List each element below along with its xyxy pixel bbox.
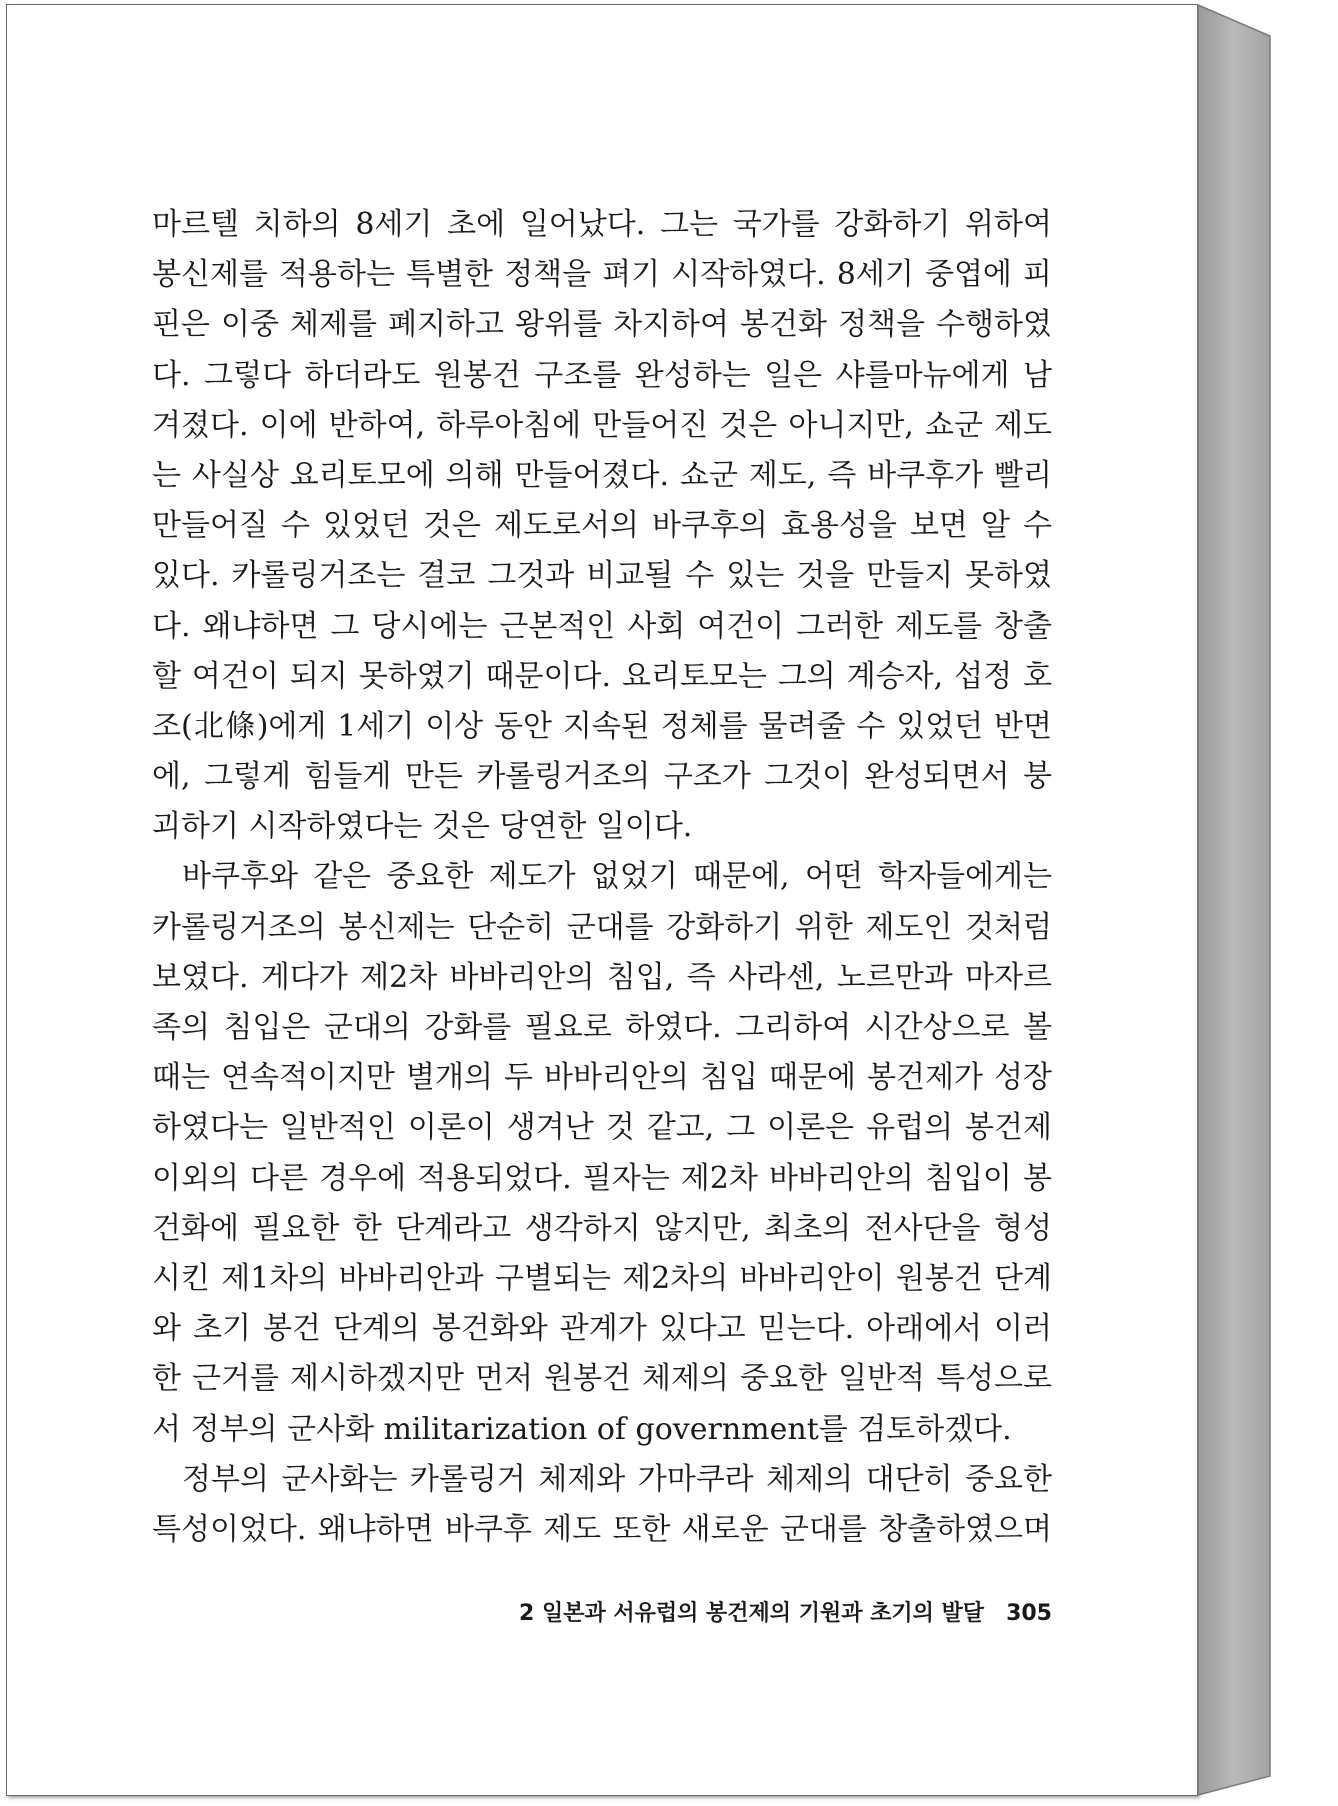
text-line: 에, 그렇게 힘들게 만든 카롤링거조의 구조가 그것이 완성되면서 붕 [152,759,1052,795]
page-footer [152,1596,1052,1627]
text-line: 다. 그렇다 하더라도 원봉건 구조를 완성하는 일은 샤를마뉴에게 남 [152,357,1052,393]
text-line: 카롤링거조의 봉신제는 단순히 군대를 강화하기 위한 제도인 것처럼 [152,909,1052,945]
text-line: 시킨 제1차의 바바리안과 구별되는 제2차의 바바리안이 원봉건 단계 [152,1260,1052,1296]
text-line: 특성이었다. 왜냐하면 바쿠후 제도 또한 새로운 군대를 창출하였으며 [152,1511,1052,1547]
text-line: 할 여건이 되지 못하였기 때문이다. 요리토모는 그의 계승자, 섭정 호 [152,658,1052,694]
book-spine-face [1198,5,1270,1795]
paragraph [152,200,1052,852]
text-line: 겨졌다. 이에 반하여, 하루아침에 만들어진 것은 아니지만, 쇼군 제도 [152,407,1052,443]
text-line: 때는 연속적이지만 별개의 두 바바리안의 침입 때문에 봉건제가 성장 [152,1060,1052,1096]
text-line: 있다. 카롤링거조는 결코 그것과 비교될 수 있는 것을 만들지 못하였 [152,558,1052,594]
text-line: 건화에 필요한 한 단계라고 생각하지 않지만, 최초의 전사단을 형성 [152,1210,1052,1246]
page-number: 305 [1006,1601,1052,1626]
text-line: 한 근거를 제시하겠지만 먼저 원봉건 체제의 중요한 일반적 특성으로 [152,1361,1052,1397]
text-line: 핀은 이중 체제를 폐지하고 왕위를 차지하여 봉건화 정책을 수행하였 [152,307,1052,343]
text-line: 보였다. 게다가 제2차 바바리안의 침입, 즉 사라센, 노르만과 마자르 [152,959,1052,995]
paragraph [152,852,1052,1454]
text-line: 만들어질 수 있었던 것은 제도로서의 바쿠후의 효용성을 보면 알 수 [152,508,1052,544]
text-line: 는 사실상 요리토모에 의해 만들어졌다. 쇼군 제도, 즉 바쿠후가 빨리 [152,457,1052,493]
text-line: 봉신제를 적용하는 특별한 정책을 펴기 시작하였다. 8세기 중엽에 피 [152,257,1052,293]
text-line: 족의 침입은 군대의 강화를 필요로 하였다. 그리하여 시간상으로 볼 [152,1010,1052,1045]
text-line: 이외의 다른 경우에 적용되었다. 필자는 제2차 바바리안의 침입이 봉 [152,1160,1052,1196]
text-line: 조(北條)에게 1세기 이상 동안 지속된 정체를 물려줄 수 있었던 반면 [152,708,1052,744]
text-line: 와 초기 봉건 단계의 봉건화와 관계가 있다고 믿는다. 아래에서 이러 [152,1311,1052,1347]
text-line: 하였다는 일반적인 이론이 생겨난 것 같고, 그 이론은 유럽의 봉건제 [152,1110,1052,1146]
text-line: 정부의 군사화는 카롤링거 체제와 가마쿠라 체제의 대단히 중요한 [182,1461,1052,1497]
text-line: 서 정부의 군사화 militarization of government를 검토하겠다. [152,1411,1012,1447]
text-line: 괴하기 시작하였다는 것은 당연한 일이다. [152,809,693,845]
paragraph [152,1455,1052,1555]
body-text [152,200,1052,1555]
text-line: 바쿠후와 같은 중요한 제도가 없었기 때문에, 어떤 학자들에게는 [182,859,1052,895]
text-line: 마르텔 치하의 8세기 초에 일어났다. 그는 국가를 강화하기 위하여 [152,207,1052,242]
text-line: 다. 왜냐하면 그 당시에는 근본적인 사회 여건이 그러한 제도를 창출 [152,608,1052,644]
running-title: 2 일본과 서유럽의 봉건제의 기원과 초기의 발달 [519,1601,985,1626]
